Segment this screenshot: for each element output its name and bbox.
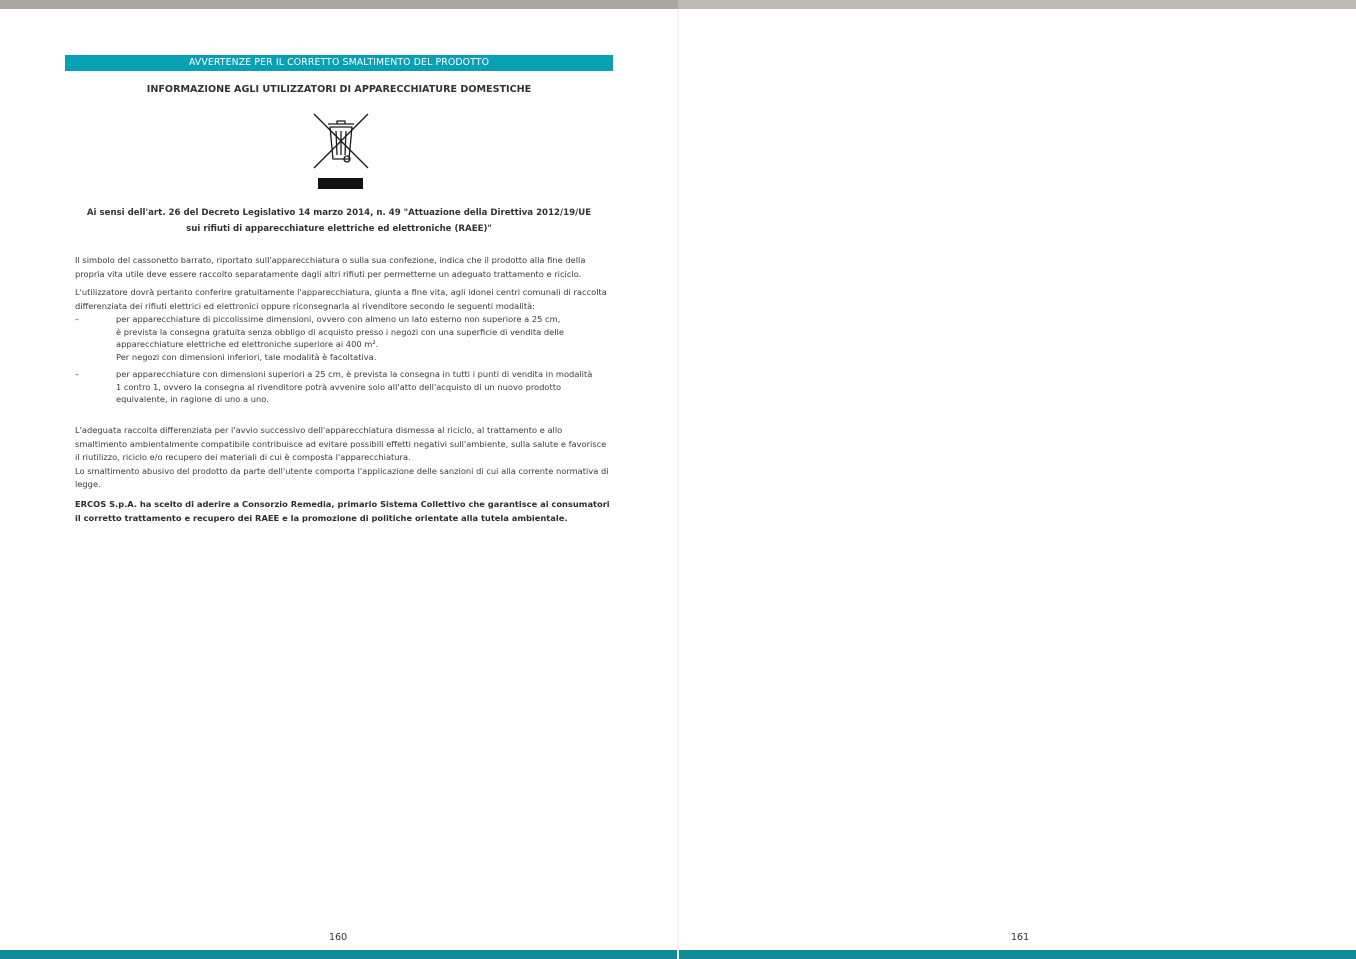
paragraph-recycling-benefits <box>75 424 610 492</box>
top-bar-right <box>678 0 1356 9</box>
bullet-line: per apparecchiature con dimensioni superiori a 25 cm, è prevista la consegna in tutti i punti di vendita in modalità <box>116 369 593 379</box>
legal-reference-line-1: Ai sensi dell'art. 26 del Decreto Legislativo 14 marzo 2014, n. 49 "Attuazione della Direttiva 2012/19/UE <box>86 208 592 218</box>
paragraph-line: L'adeguata raccolta differenziata per l'avvio successivo dell'apparecchiatura dismessa al riciclo, al trattamento e allo smaltimento ambientalmente compatibile contribuisce ad evitare possibili effetti negativi sull'ambiente, sulla salute e favorisce il riutilizzo, riciclo e/o recupero dei materiali di cui è composta l'apparecchiatura. <box>75 425 607 462</box>
bottom-bar-right <box>679 950 1356 959</box>
page-left <box>0 0 678 950</box>
section-banner: AVVERTENZE PER IL CORRETTO SMALTIMENTO DEL PRODOTTO <box>65 55 613 71</box>
bullet-line: Per negozi con dimensioni inferiori, tale modalità è facoltativa. <box>116 351 377 362</box>
legal-reference-line-2: sui rifiuti di apparecchiature elettriche ed elettroniche (RAEE)" <box>186 224 492 234</box>
paragraph-ercos-remedia: ERCOS S.p.A. ha scelto di aderire a Consorzio Remedia, primario Sistema Collettivo che garantisce ai consumatori il corretto trattamento e recupero dei RAEE e la promozione di politiche orientate alla tutela ambientale. <box>75 499 610 523</box>
crossed-out-wheelie-bin-icon <box>310 110 372 192</box>
paragraph-line: Lo smaltimento abusivo del prodotto da parte dell'utente comporta l'applicazione delle sanzioni di cui alla corrente normativa di legge. <box>75 465 609 489</box>
page-number-left: 160 <box>329 932 348 943</box>
page-number-right: 161 <box>1011 932 1030 943</box>
paragraph-symbol-meaning: Il simbolo del cassonetto barrato, riportato sull'apparecchiatura o sulla sua confezione, indica che il prodotto alla fine della propria vita utile deve essere raccolto separatamente dagli altri rifiuti per permetterne un adeguato trattamento e riciclo. <box>75 255 586 279</box>
bullet-line: per apparecchiature di piccolissime dimensioni, ovvero con almeno un lato esterno non superiore a 25 cm, <box>116 314 561 324</box>
bullet-line: è prevista la consegna gratuita senza obbligo di acquisto presso i negozi con una superficie di vendita delle apparecchiature elettriche ed elettroniche superiore ai 400 m². <box>116 326 564 349</box>
bullet-dash: – <box>75 369 80 379</box>
bullet-line: 1 contro 1, ovvero la consegna al rivenditore potrà avvenire solo all'atto dell'acquisto di un nuovo prodotto equivalente, in ragione di uno a uno. <box>116 381 562 404</box>
paragraph-user-obligations: L'utilizzatore dovrà pertanto conferire gratuitamente l'apparecchiatura, giunta a fine vita, agli idonei centri comunali di raccolta differenziata dei rifiuti elettrici ed elettronici oppure riconsegnarla al rivenditore secondo le seguenti modalità: <box>75 287 607 311</box>
legal-reference <box>65 205 613 237</box>
bottom-bar-left <box>0 950 677 959</box>
page-subtitle: INFORMAZIONE AGLI UTILIZZATORI DI APPARECCHIATURE DOMESTICHE <box>146 84 532 95</box>
bullet-dash: – <box>75 314 80 324</box>
